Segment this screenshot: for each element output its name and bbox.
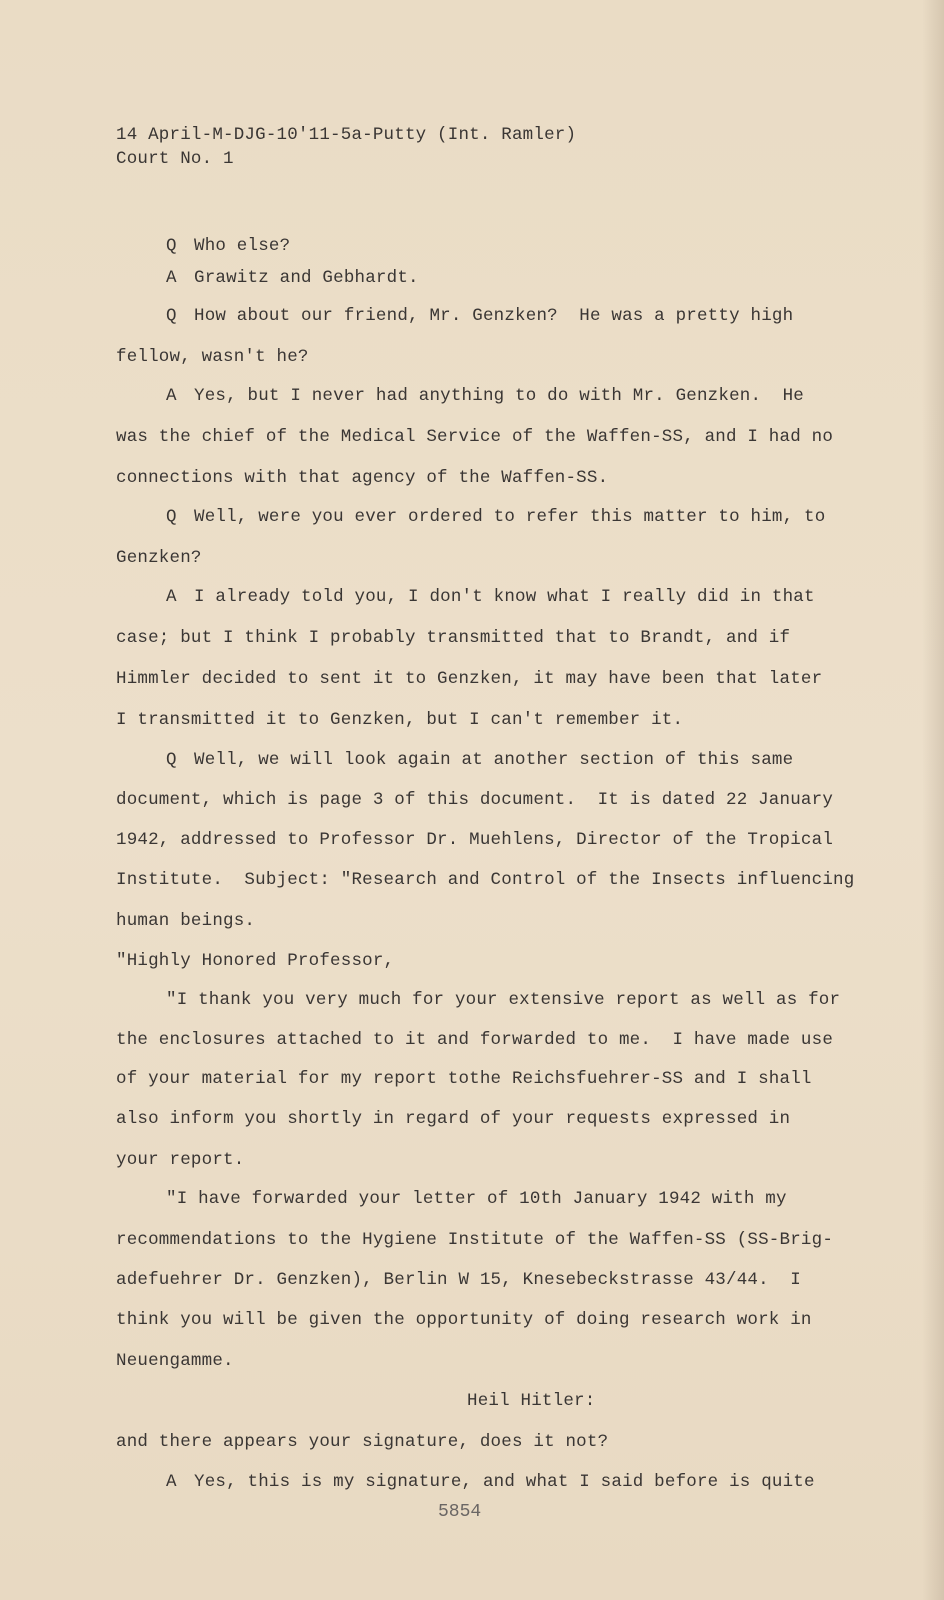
testimony-line: I transmitted it to Genzken, but I can't remember it. [116,710,684,730]
speaker-label: Q [166,236,177,256]
testimony-line: human beings. [116,911,256,931]
testimony-line: Q Well, we will look again at another section of this same [166,750,794,770]
testimony-line: Neuengamme. [116,1351,234,1371]
testimony-line: and there appears your signature, does it not? [116,1432,609,1452]
speaker-label: A [166,1472,177,1492]
testimony-line: think you will be given the opportunity of doing research work in [116,1310,812,1330]
header-line-2: Court No. 1 [116,149,234,169]
speaker-label: A [166,268,177,288]
speaker-label: Q [166,750,177,770]
speaker-label: Q [166,507,177,527]
page-number: 5854 [438,1502,482,1522]
testimony-line: A Grawitz and Gebhardt. [166,268,419,288]
testimony-line: Q How about our friend, Mr. Genzken? He was a pretty high [166,306,794,326]
testimony-line: A I already told you, I don't know what I really did in that [166,587,815,607]
speaker-label: A [166,386,177,406]
testimony-line: "I thank you very much for your extensive report as well as for [166,990,841,1010]
header-line-1: 14 April-M-DJG-10'11-5a-Putty (Int. Ramler) [116,125,577,145]
testimony-line: recommendations to the Hygiene Institute of the Waffen-SS (SS-Brig- [116,1230,834,1250]
page-edge-shadow [922,0,944,1600]
testimony-line: connections with that agency of the Waffen-SS. [116,468,609,488]
testimony-line: the enclosures attached to it and forwarded to me. I have made use [116,1030,834,1050]
testimony-line: also inform you shortly in regard of your requests expressed in [116,1109,791,1129]
speaker-label: A [166,587,177,607]
testimony-line: was the chief of the Medical Service of the Waffen-SS, and I had no [116,427,834,447]
testimony-line: A Yes, but I never had anything to do with Mr. Genzken. He [166,386,804,406]
testimony-line: of your material for my report tothe Reichsfuehrer-SS and I shall [116,1069,812,1089]
testimony-line: Q Well, were you ever ordered to refer this matter to him, to [166,507,826,527]
testimony-line: A Yes, this is my signature, and what I said before is quite [166,1472,815,1492]
testimony-line: 1942, addressed to Professor Dr. Muehlens, Director of the Tropical [116,830,834,850]
speaker-label: Q [166,306,177,326]
testimony-line: "Highly Honored Professor, [116,951,395,971]
testimony-line: adefuehrer Dr. Genzken), Berlin W 15, Knesebeckstrasse 43/44. I [116,1270,801,1290]
testimony-line: Himmler decided to sent it to Genzken, it may have been that later [116,669,823,689]
testimony-line: "I have forwarded your letter of 10th January 1942 with my [166,1189,787,1209]
testimony-line: your report. [116,1150,245,1170]
testimony-line: Q Who else? [166,236,291,256]
testimony-line: Institute. Subject: "Research and Control of the Insects influencing [116,870,855,890]
letter-closing: Heil Hitler: [467,1391,596,1411]
testimony-line: case; but I think I probably transmitted that to Brandt, and if [116,628,791,648]
testimony-line: Genzken? [116,548,202,568]
testimony-line: document, which is page 3 of this document. It is dated 22 January [116,790,834,810]
testimony-line: fellow, wasn't he? [116,347,309,367]
